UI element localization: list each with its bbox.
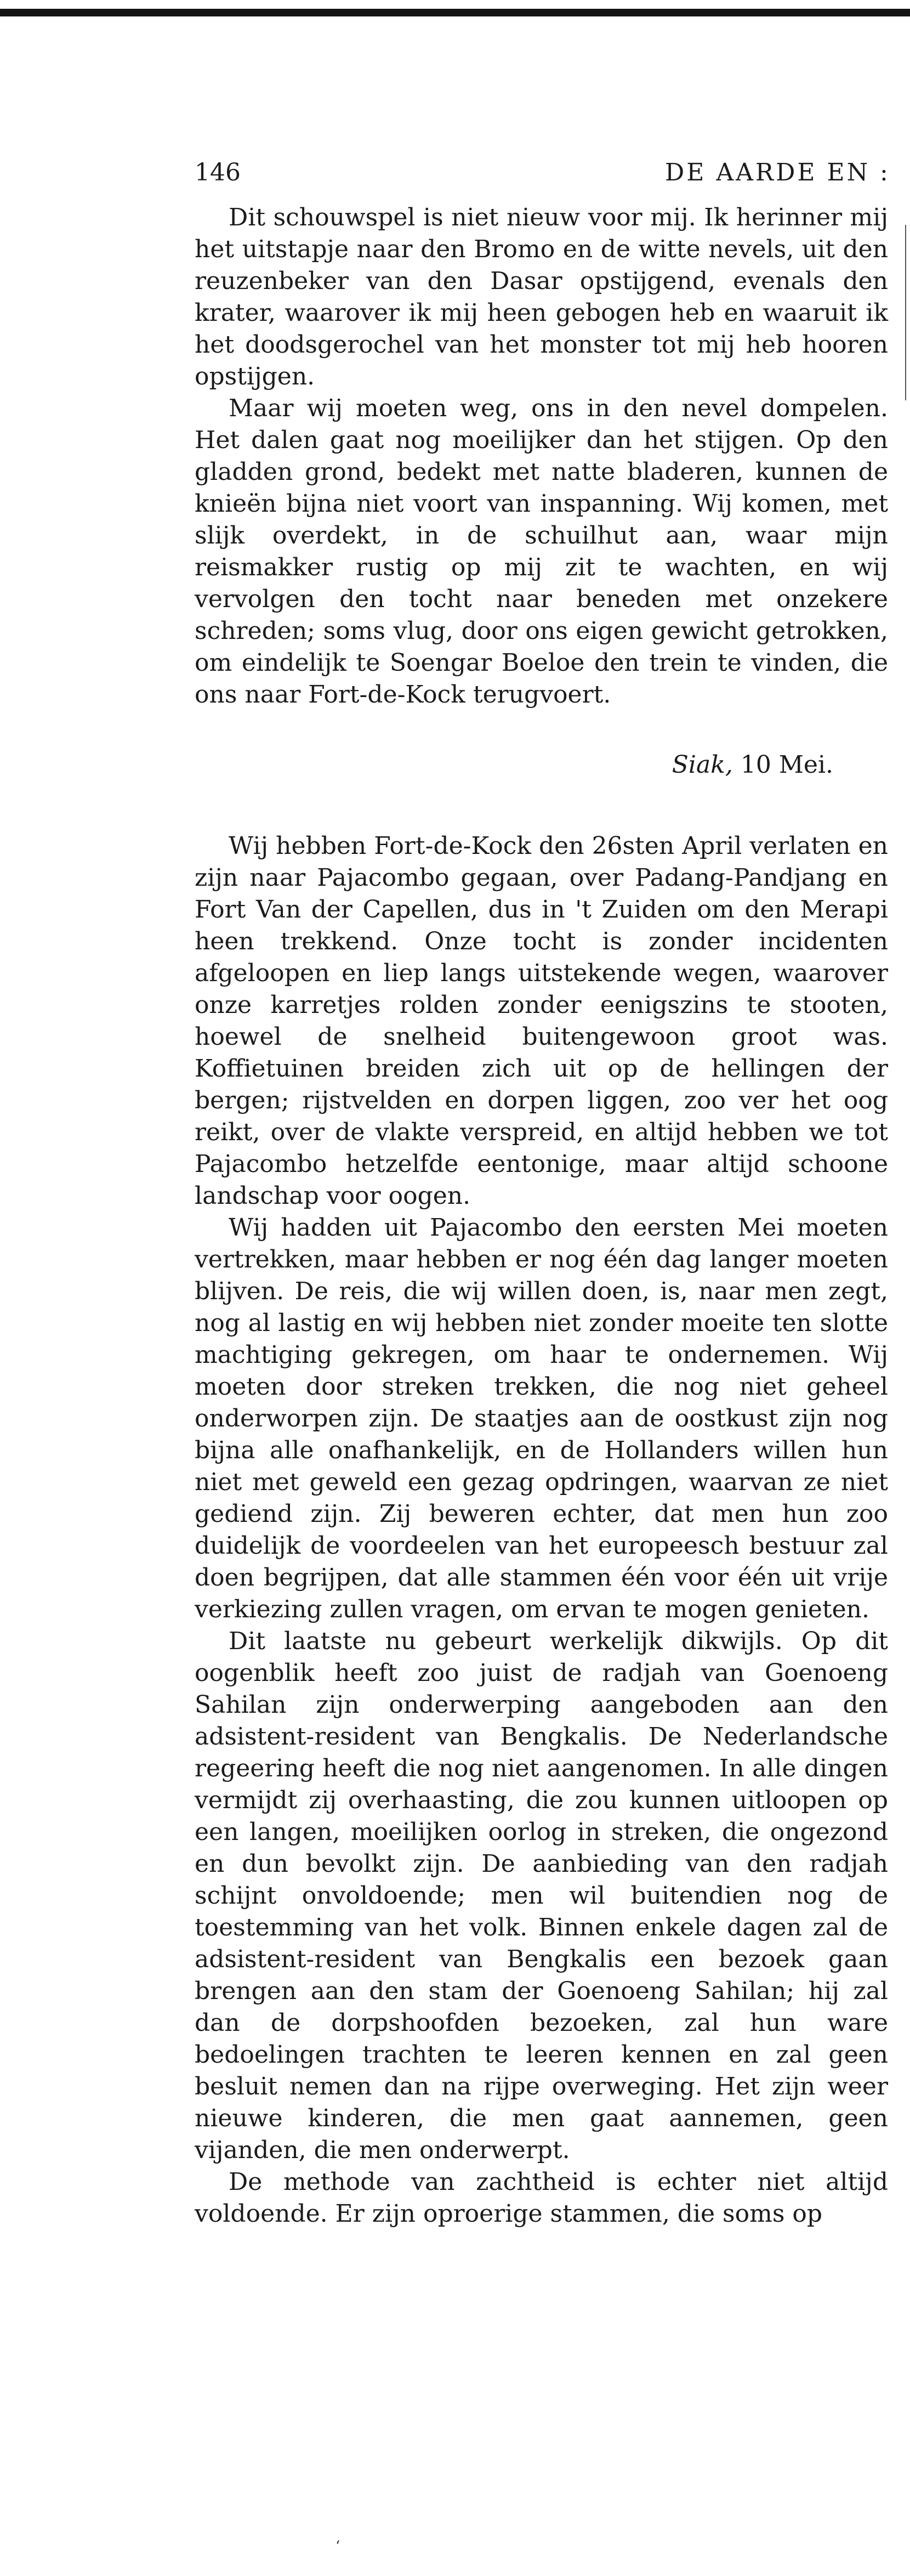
dateline-date: 10 Mei. <box>740 751 833 779</box>
margin-rule <box>905 225 906 400</box>
paragraph-3: Wij hebben Fort-de-Kock den 26sten April verlaten en zijn naar Pajacombo gegaan, over Padang-Pandjang en Fort Van der Capellen, dus in 't Zuiden om den Merapi heen trekkend. Onze tocht is zonder incidenten afgeloopen en liep langs uitstekende wegen, waarover onze karretjes rolden zonder eenigszins te stooten, hoewel de snelheid buitengewoon groot was. Koffietuinen breiden zich uit op de hellingen der bergen; rijstvelden en dorpen liggen, zoo ver het oog reikt, over de vlakte verspreid, en altijd hebben we tot Pajacombo hetzelfde eentonige, maar altijd schoone landschap voor oogen. <box>195 832 888 1210</box>
page-number: 146 <box>195 158 241 186</box>
paragraph-5: Dit laatste nu gebeurt werkelijk dikwijls. Op dit oogenblik heeft zoo juist de radjah van Goenoeng Sahilan zijn onderwerping aangeboden aan den adsistent-resident van Bengkalis. De Nederlandsche regeering heeft die nog niet aangenomen. In alle dingen vermijdt zij overhaasting, die zou kunnen uitloopen op een langen, moeilijken oorlog in streken, die ongezond en dun bevolkt zijn. De aanbieding van den radjah schijnt onvoldoende; men wil buitendien nog de toestemming van het volk. Binnen enkele dagen zal de adsistent-resident van Bengkalis een bezoek gaan brengen aan den stam der Goenoeng Sahilan; hij zal dan de dorpshoofden bezoeken, zal hun ware bedoelingen trachten te leeren kennen en zal geen besluit nemen dan na rijpe overweging. Het zijn weer nieuwe kinderen, die men gaat aannemen, geen vijanden, die men onderwerpt. <box>195 1627 888 2164</box>
page-header <box>195 154 910 192</box>
footer-mark: ‘ <box>335 2538 340 2555</box>
paragraph-2: Maar wij moeten weg, ons in den nevel dompelen. Het dalen gaat nog moeilijker dan het stijgen. Op den gladden grond, bedekt met natte bladeren, kunnen de knieën bijna niet voort van inspanning. Wij komen, met slijk overdekt, in de schuilhut aan, waar mijn reismakker rustig op mij zit te wachten, en wij vervolgen den tocht naar beneden met onzekere schreden; soms vlug, door ons eigen gewicht getrokken, om eindelijk te Soengar Boeloe den trein te vinden, die ons naar Fort-de-Kock terugvoert. <box>195 394 888 709</box>
paragraph-6: De methode van zachtheid is echter niet altijd voldoende. Er zijn oproerige stammen, die soms op <box>195 2168 888 2228</box>
dateline <box>195 749 888 781</box>
paragraph-4: Wij hadden uit Pajacombo den eersten Mei moeten vertrekken, maar hebben er nog één dag langer moeten blijven. De reis, die wij willen doen, is, naar men zegt, nog al lastig en wij hebben niet zonder moeite ten slotte machtiging gekregen, om haar te ondernemen. Wij moeten door streken trekken, die nog niet geheel onderworpen zijn. De staatjes aan de oostkust zijn nog bijna alle onafhankelijk, en de Hollanders willen hun niet met geweld een gezag opdringen, waarvan ze niet gediend zijn. Zij beweren echter, dat men hun zoo duidelijk de voordeelen van het europeesch bestuur zal doen begrijpen, dat alle stammen één voor één uit vrije verkiezing zullen vragen, om ervan te mogen genieten. <box>195 1214 888 1623</box>
dateline-place: Siak, <box>672 751 733 779</box>
paragraph-1: Dit schouwspel is niet nieuw voor mij. Ik herinner mij het uitstapje naar den Bromo en de witte nevels, uit den reuzenbeker van den Dasar opstijgend, evenals den krater, waarover ik mij heen gebogen heb en waaruit ik het doodsgerochel van het monster tot mij heb hooren opstijgen. <box>195 203 888 390</box>
body-text <box>195 202 888 2230</box>
top-border-rule <box>0 9 910 16</box>
running-head: DE AARDE EN : <box>665 158 890 186</box>
